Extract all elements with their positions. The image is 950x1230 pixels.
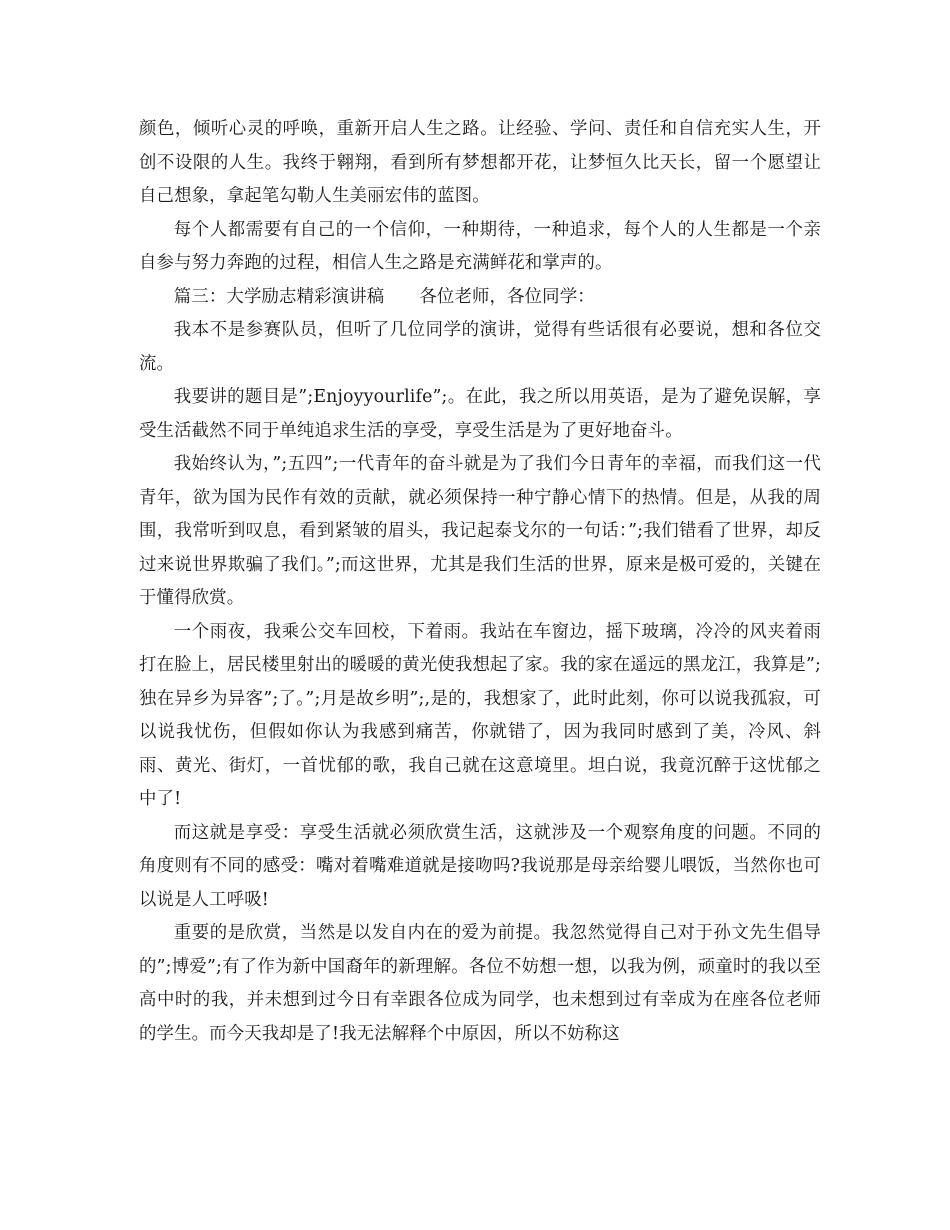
paragraph: 我本不是参赛队员，但听了几位同学的演讲，觉得有些话很有必要说，想和各位交流。 (139, 320, 821, 374)
paragraph: 每个人都需要有自己的一个信仰，一种期待，一种追求，每个人的人生都是一个亲自参与努力奔跑的过程，相信人生之路是充满鲜花和掌声的。 (139, 219, 821, 273)
paragraph: 一个雨夜，我乘公交车回校，下着雨。我站在车窗边，摇下玻璃，冷冷的风夹着雨打在脸上，居民楼里射出的暖暖的黄光使我想起了家。我的家在遥远的黑龙江，我算是”;独在异乡为异客”;了。”;月是故乡明”;,是的，我想家了，此时此刻，你可以说我孤寂，可以说我忧伤，但假如你认为我感到痛苦，你就错了，因为我同时感到了美，冷风、斜雨、黄光、街灯，一首忧郁的歌，我自己就在这意境里。坦白说，我竟沉醉于这忧郁之中了! (139, 621, 821, 809)
section-heading: 篇三：大学励志精彩演讲稿 各位老师，各位同学： (173, 286, 595, 307)
paragraph: 我要讲的题目是”;Enjoyyourlife”;。在此，我之所以用英语，是为了避免误解，享受生活截然不同于单纯追求生活的享受，享受生活是为了更好地奋斗。 (139, 387, 821, 441)
paragraph: 我始终认为，”;五四”;一代青年的奋斗就是为了我们今日青年的幸福，而我们这一代青年，欲为国为民作有效的贡献，就必须保持一种宁静心情下的热情。但是，从我的周围，我常听到叹息，看到紧皱的眉头，我记起泰戈尔的一句话：”;我们错看了世界，却反过来说世界欺骗了我们。”;而这世界，尤其是我们生活的世界，原来是极可爱的，关键在于懂得欣赏。 (139, 454, 821, 608)
paragraph: 颜色，倾听心灵的呼唤，重新开启人生之路。让经验、学问、责任和自信充实人生，开创不设限的人生。我终于翱翔，看到所有梦想都开花，让梦恒久比天长，留一个愿望让自己想象，拿起笔勾勒人生美丽宏伟的蓝图。 (139, 119, 821, 206)
paragraph: 重要的是欣赏，当然是以发自内在的爱为前提。我忽然觉得自己对于孙文先生倡导的”;博爱”;有了作为新中国裔年的新理解。各位不妨想一想，以我为例，顽童时的我以至高中时的我，并未想到过今日有幸跟各位成为同学，也未想到过有幸成为在座各位老师的学生。而今天我却是了!我无法解释个中原因，所以不妨称这 (139, 923, 821, 1044)
paragraph: 而这就是享受：享受生活就必须欣赏生活，这就涉及一个观察角度的问题。不同的角度则有不同的感受：嘴对着嘴难道就是接吻吗?我说那是母亲给婴儿喂饭，当然你也可以说是人工呼吸! (139, 822, 821, 910)
document-page (139, 113, 821, 1051)
